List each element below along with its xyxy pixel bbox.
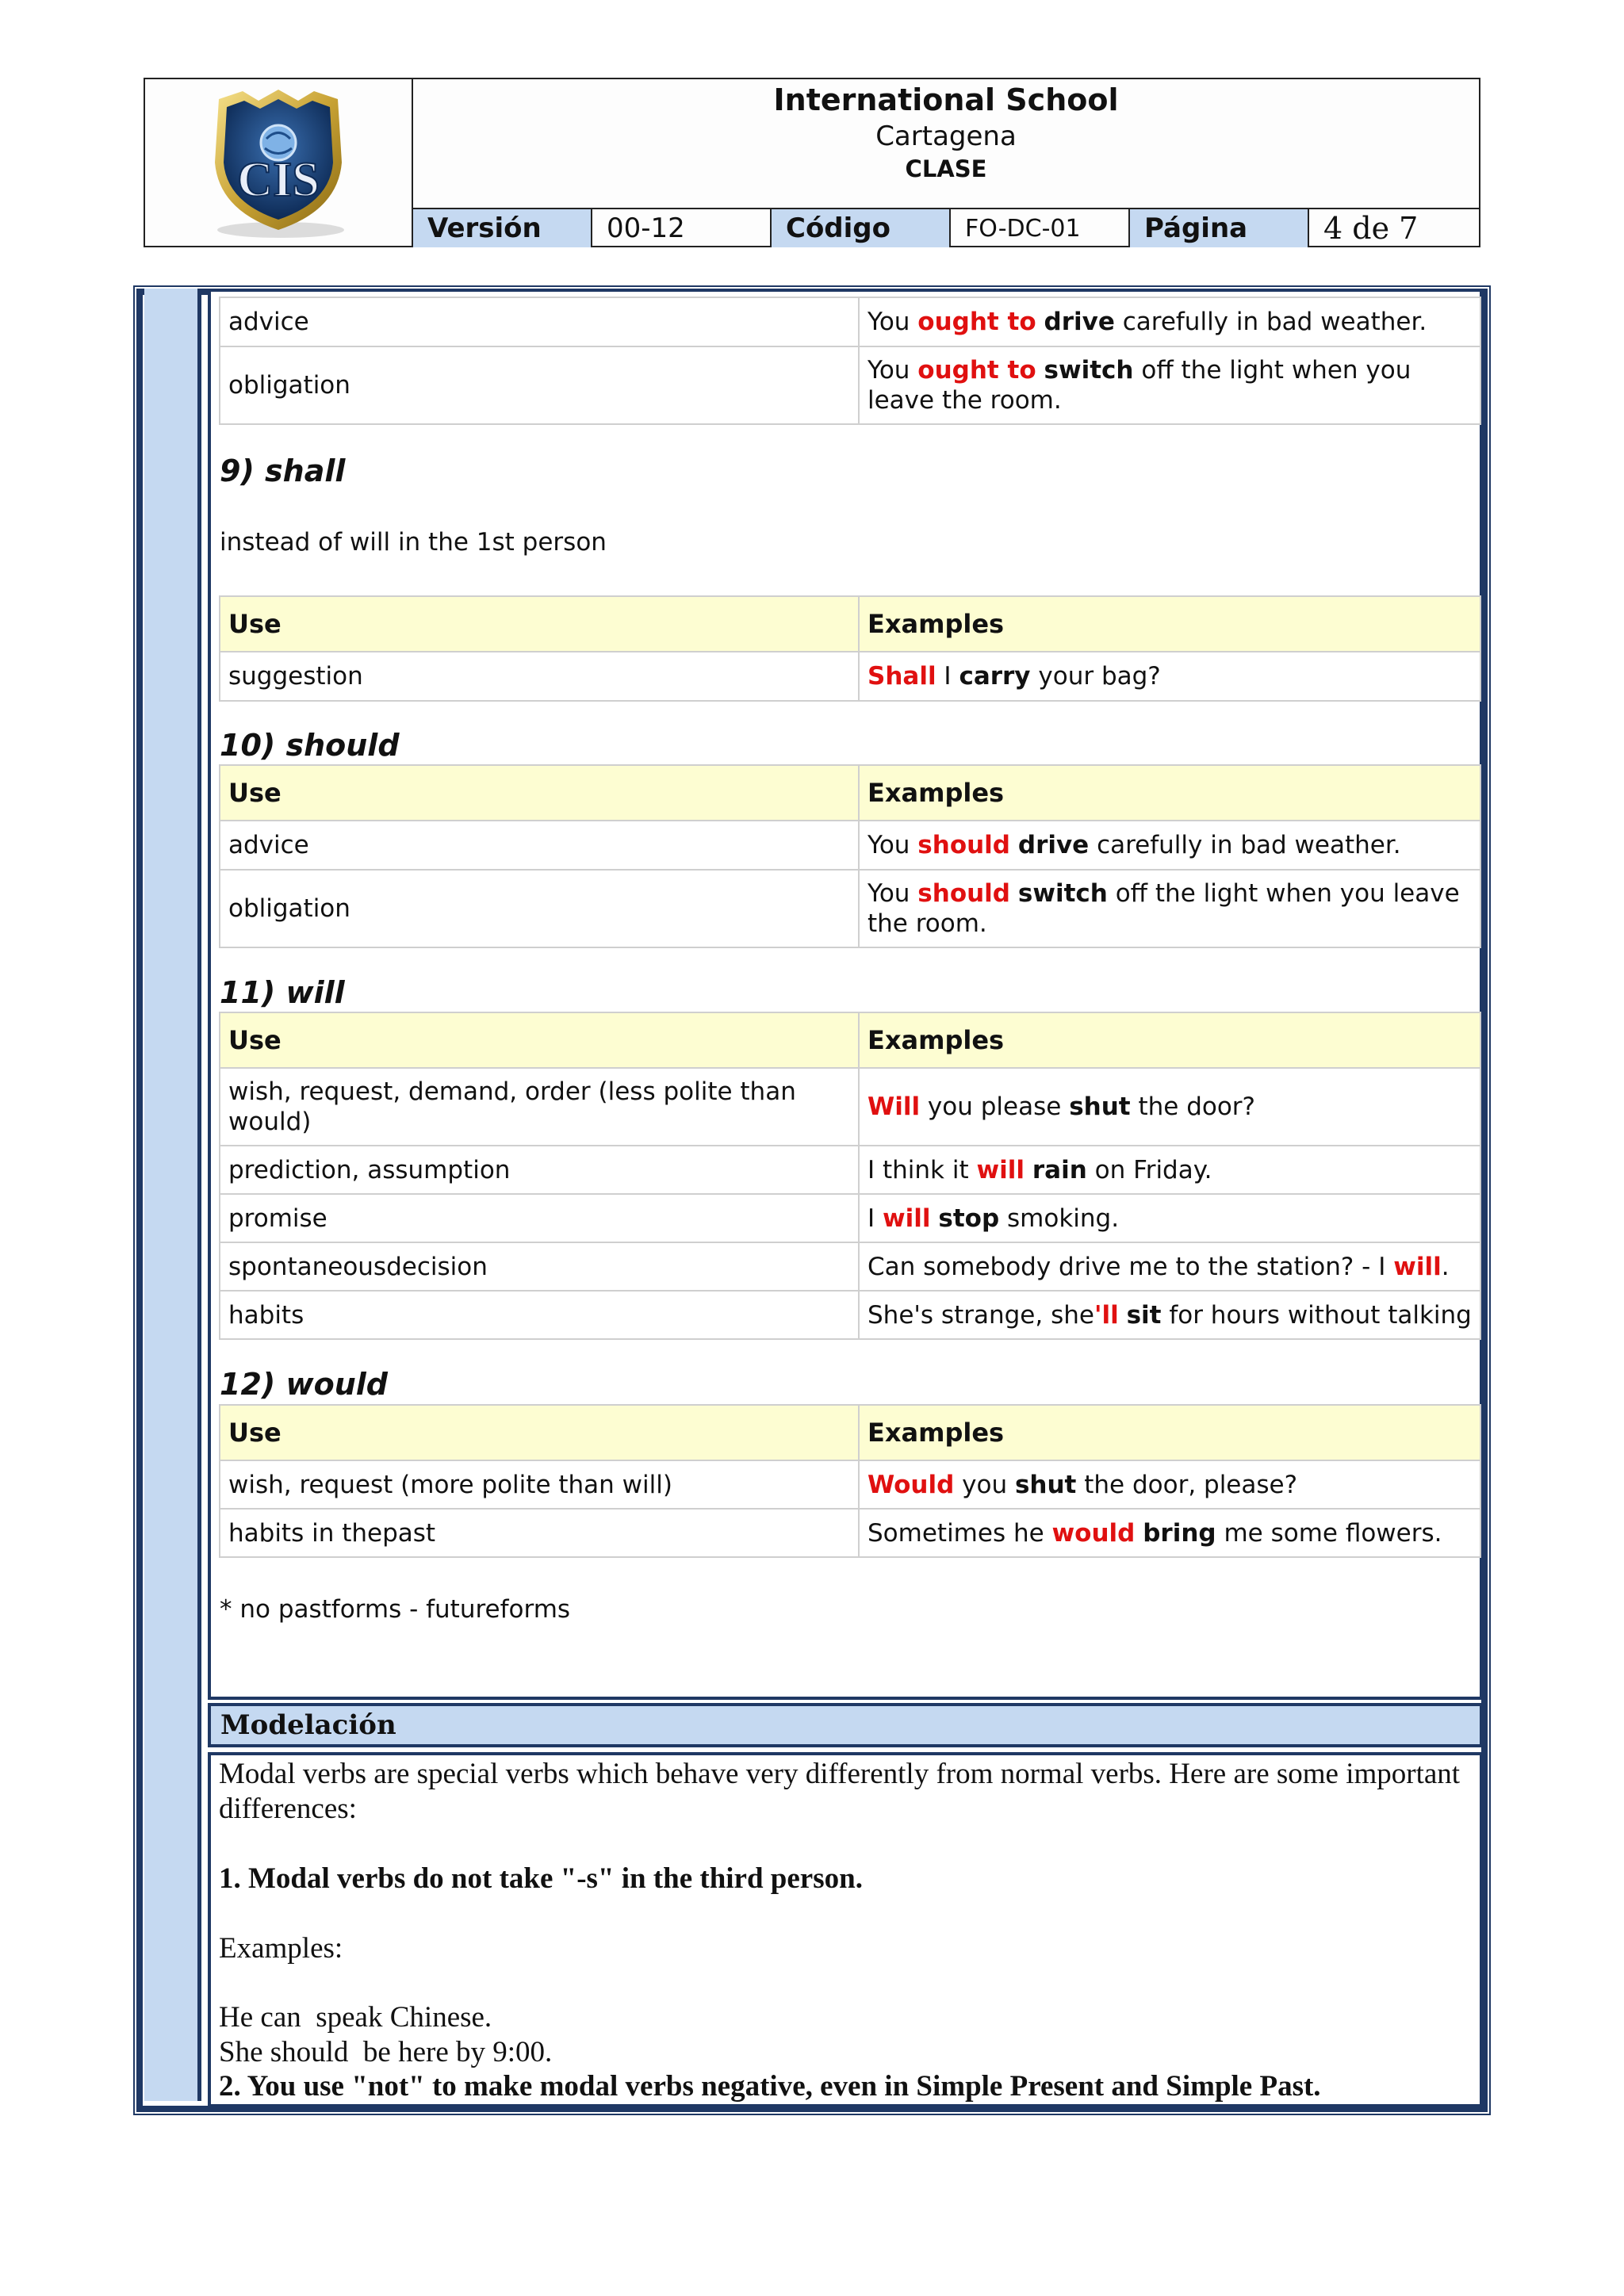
- examples-label: Examples:: [219, 1932, 343, 1965]
- side-column: [144, 289, 201, 2101]
- use-cell: promise: [220, 1194, 859, 1242]
- would-table: [219, 1404, 1481, 1558]
- table-row: [220, 652, 1480, 701]
- modelacion-intro: Modal verbs are special verbs which behave very differently from normal verbs. Here are some important differences:: [219, 1758, 1461, 1825]
- version-value: 00-12: [592, 209, 772, 247]
- frame-border-left: [136, 289, 143, 2112]
- table-row: [220, 1460, 1480, 1509]
- table-row: [220, 1146, 1480, 1194]
- table-row: [220, 1194, 1480, 1242]
- table-row: [220, 1068, 1480, 1146]
- use-cell: obligation: [220, 346, 859, 424]
- use-cell: wish, request, demand, order (less polite than would): [220, 1068, 859, 1146]
- use-cell: habits in thepast: [220, 1509, 859, 1557]
- section-title-shall: 9) shall: [220, 453, 346, 488]
- document-type: CLASE: [905, 155, 987, 182]
- example-line: She should be here by 9:00.: [219, 2036, 553, 2068]
- use-cell: prediction, assumption: [220, 1146, 859, 1194]
- header-meta-row: [413, 208, 1479, 247]
- version-label: Versión: [413, 209, 592, 247]
- should-table: [219, 764, 1481, 948]
- shall-note: instead of will in the 1st person: [220, 528, 607, 557]
- table-row: [220, 346, 1480, 424]
- document-header: [144, 78, 1480, 247]
- example-cell: Can somebody drive me to the station? - I will.: [859, 1242, 1480, 1291]
- examples-header: Examples: [859, 1012, 1480, 1068]
- school-logo: [145, 79, 413, 246]
- use-cell: habits: [220, 1291, 859, 1339]
- example-cell: You ought to drive carefully in bad weather.: [859, 297, 1480, 346]
- footnote: * no pastforms - futureforms: [220, 1595, 571, 1624]
- code-label: Código: [772, 209, 951, 247]
- table-row: [220, 1242, 1480, 1291]
- rule-2-heading: 2. You use "not" to make modal verbs negative, even in Simple Present and Simple Past.: [219, 2070, 1321, 2103]
- modelacion-title: Modelación: [220, 1709, 396, 1741]
- example-cell: Sometimes he would bring me some flowers.: [859, 1509, 1480, 1557]
- table-header-row: [220, 765, 1480, 821]
- use-cell: advice: [220, 821, 859, 870]
- example-cell: Shall I carry your bag?: [859, 652, 1480, 701]
- table-row: [220, 1291, 1480, 1339]
- code-value: FO-DC-01: [951, 209, 1130, 247]
- use-cell: spontaneousdecision: [220, 1242, 859, 1291]
- page-value: 4 de 7: [1323, 211, 1419, 246]
- example-line: He can speak Chinese.: [219, 2001, 492, 2034]
- example-cell: Will you please shut the door?: [859, 1068, 1480, 1146]
- use-cell: wish, request (more polite than will): [220, 1460, 859, 1509]
- example-cell: I think it will rain on Friday.: [859, 1146, 1480, 1194]
- examples-header: Examples: [859, 1405, 1480, 1460]
- example-cell: She's strange, she'll sit for hours without talking: [859, 1291, 1480, 1339]
- table-header-row: [220, 1012, 1480, 1068]
- cis-shield-icon: [187, 83, 370, 242]
- section-title-should: 10) should: [220, 728, 400, 763]
- table-header-row: [220, 596, 1480, 652]
- section-title-will: 11) will: [220, 975, 345, 1010]
- table-header-row: [220, 1405, 1480, 1460]
- table-row: [220, 1509, 1480, 1557]
- example-cell: You should drive carefully in bad weather.: [859, 821, 1480, 870]
- use-header: Use: [220, 596, 859, 652]
- rule-1-heading: 1. Modal verbs do not take "-s" in the third person.: [219, 1862, 863, 1895]
- use-header: Use: [220, 1405, 859, 1460]
- examples-header: Examples: [859, 765, 1480, 821]
- section-title-would: 12) would: [220, 1367, 388, 1402]
- header-title-block: [413, 79, 1479, 208]
- school-name: International School: [773, 82, 1119, 117]
- use-cell: suggestion: [220, 652, 859, 701]
- example-cell: I will stop smoking.: [859, 1194, 1480, 1242]
- shall-table: [219, 595, 1481, 702]
- use-header: Use: [220, 1012, 859, 1068]
- example-cell: You ought to switch off the light when you leave the room.: [859, 346, 1480, 424]
- example-cell: You should switch off the light when you leave the room.: [859, 870, 1480, 947]
- table-row: [220, 821, 1480, 870]
- page-label: Página: [1130, 209, 1309, 247]
- table-row: [220, 297, 1480, 346]
- modelacion-header: [208, 1703, 1483, 1747]
- table-row: [220, 870, 1480, 947]
- use-cell: obligation: [220, 870, 859, 947]
- use-cell: advice: [220, 297, 859, 346]
- examples-header: Examples: [859, 596, 1480, 652]
- use-header: Use: [220, 765, 859, 821]
- will-table: [219, 1012, 1481, 1340]
- ought-to-table: [219, 297, 1481, 425]
- example-cell: Would you shut the door, please?: [859, 1460, 1480, 1509]
- school-city: Cartagena: [875, 121, 1017, 152]
- logo-lettering: CIS: [237, 153, 320, 207]
